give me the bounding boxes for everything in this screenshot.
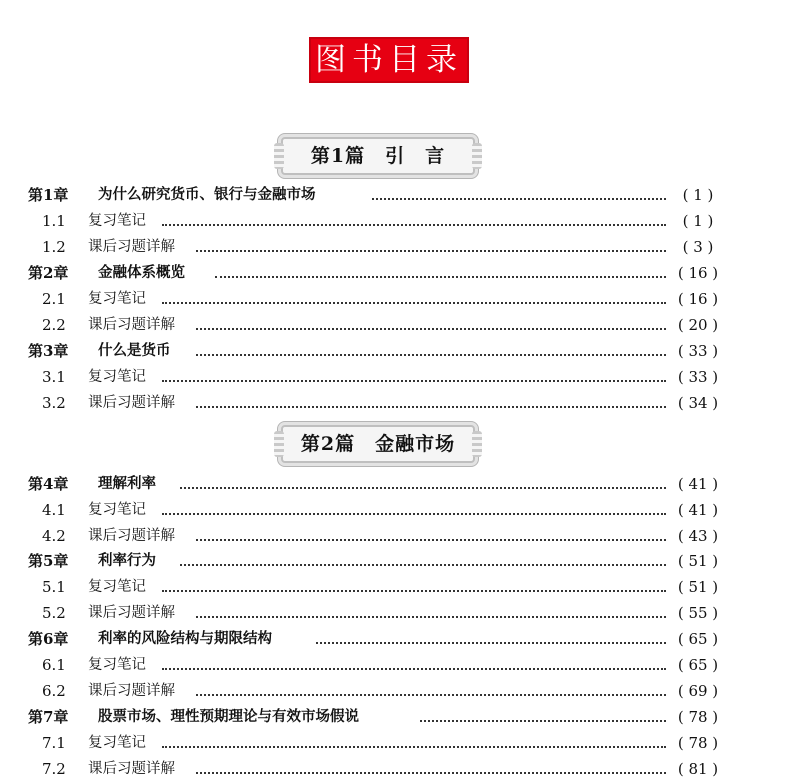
toc-section-5-1[interactable]	[0, 574, 790, 600]
toc-chapter-6[interactable]	[0, 626, 790, 652]
page-number: ( 41 )	[677, 475, 719, 493]
section-title: 复习笔记	[88, 657, 146, 673]
page-number: ( 69 )	[677, 682, 719, 700]
page-number: ( 43 )	[677, 527, 719, 545]
dot-leader	[316, 642, 666, 644]
page-number: ( 16 )	[677, 290, 719, 308]
page-number: ( 34 )	[677, 394, 719, 412]
toc-section-1-1[interactable]	[0, 208, 790, 234]
toc-chapter-7[interactable]	[0, 704, 790, 730]
dot-leader	[180, 487, 666, 489]
page-number: ( 81 )	[677, 760, 719, 778]
dot-leader	[196, 694, 666, 696]
section-number: 4.2	[42, 527, 66, 545]
page-number: ( 41 )	[677, 501, 719, 519]
dot-leader	[196, 772, 666, 774]
toc-chapter-4[interactable]	[0, 471, 790, 497]
section-number: 1.1	[42, 212, 66, 230]
page-number: ( 51 )	[677, 552, 719, 570]
page-number: ( 1 )	[682, 212, 714, 230]
toc-section-2-2[interactable]	[0, 312, 790, 338]
page-number: ( 1 )	[682, 186, 714, 204]
section-number: 5.1	[42, 578, 66, 596]
dot-leader	[162, 302, 666, 304]
section-title: 课后习题详解	[88, 761, 175, 777]
page-number: ( 3 )	[682, 238, 714, 256]
dot-leader	[196, 616, 666, 618]
toc-section-2-1[interactable]	[0, 286, 790, 312]
toc-chapter-2[interactable]	[0, 260, 790, 286]
chapter-title: 利率的风险结构与期限结构	[98, 631, 272, 647]
section-title: 复习笔记	[88, 213, 146, 229]
page-number: ( 20 )	[677, 316, 719, 334]
section-title: 复习笔记	[88, 369, 146, 385]
dot-leader	[162, 380, 666, 382]
toc-section-7-1[interactable]	[0, 730, 790, 756]
part-1-heading: 第1篇 引 言	[281, 137, 475, 175]
chapter-title: 理解利率	[98, 476, 156, 492]
toc-title-banner: 图书目录	[309, 37, 469, 83]
page-number: ( 78 )	[677, 734, 719, 752]
chapter-title: 股票市场、理性预期理论与有效市场假说	[98, 709, 359, 725]
page-number: ( 16 )	[677, 264, 719, 282]
chapter-number: 第7章	[28, 708, 69, 726]
section-title: 课后习题详解	[88, 317, 175, 333]
section-number: 2.1	[42, 290, 66, 308]
section-number: 5.2	[42, 604, 66, 622]
chapter-number: 第2章	[28, 264, 69, 282]
toc-section-7-2[interactable]	[0, 756, 790, 782]
part-2-heading: 第2篇 金融市场	[281, 425, 475, 463]
section-title: 复习笔记	[88, 291, 146, 307]
dot-leader	[180, 564, 666, 566]
toc-chapter-1[interactable]	[0, 182, 790, 208]
page-number: ( 55 )	[677, 604, 719, 622]
dot-leader	[196, 328, 666, 330]
toc-section-6-1[interactable]	[0, 652, 790, 678]
toc-section-4-1[interactable]	[0, 497, 790, 523]
section-number: 3.1	[42, 368, 66, 386]
section-number: 1.2	[42, 238, 66, 256]
toc-section-4-2[interactable]	[0, 523, 790, 549]
page-number: ( 51 )	[677, 578, 719, 596]
toc-section-1-2[interactable]	[0, 234, 790, 260]
section-number: 3.2	[42, 394, 66, 412]
page-number: ( 33 )	[677, 368, 719, 386]
dot-leader	[196, 354, 666, 356]
section-number: 7.2	[42, 760, 66, 778]
chapter-title: 什么是货币	[98, 343, 171, 359]
section-number: 2.2	[42, 316, 66, 334]
section-number: 4.1	[42, 501, 66, 519]
dot-leader	[162, 513, 666, 515]
dot-leader	[420, 720, 666, 722]
dot-leader	[372, 198, 666, 200]
section-title: 课后习题详解	[88, 528, 175, 544]
page-number: ( 65 )	[677, 630, 719, 648]
dot-leader	[196, 539, 666, 541]
chapter-number: 第5章	[28, 552, 69, 570]
dot-leader	[162, 590, 666, 592]
section-title: 课后习题详解	[88, 605, 175, 621]
page-number: ( 78 )	[677, 708, 719, 726]
toc-section-6-2[interactable]	[0, 678, 790, 704]
section-title: 复习笔记	[88, 502, 146, 518]
section-number: 7.1	[42, 734, 66, 752]
dot-leader	[162, 746, 666, 748]
section-title: 课后习题详解	[88, 395, 175, 411]
section-title: 课后习题详解	[88, 683, 175, 699]
toc-chapter-3[interactable]	[0, 338, 790, 364]
page-number: ( 33 )	[677, 342, 719, 360]
toc-section-3-2[interactable]	[0, 390, 790, 416]
section-number: 6.1	[42, 656, 66, 674]
chapter-number: 第1章	[28, 186, 69, 204]
chapter-number: 第3章	[28, 342, 69, 360]
section-title: 课后习题详解	[88, 239, 175, 255]
toc-section-3-1[interactable]	[0, 364, 790, 390]
toc-section-5-2[interactable]	[0, 600, 790, 626]
section-title: 复习笔记	[88, 579, 146, 595]
dot-leader	[196, 406, 666, 408]
chapter-title: 金融体系概览	[98, 265, 185, 281]
dot-leader	[196, 250, 666, 252]
chapter-title: 利率行为	[98, 553, 156, 569]
section-number: 6.2	[42, 682, 66, 700]
dot-leader	[162, 224, 666, 226]
section-title: 复习笔记	[88, 735, 146, 751]
dot-leader	[215, 276, 666, 278]
chapter-title: 为什么研究货币、银行与金融市场	[98, 187, 316, 203]
chapter-number: 第6章	[28, 630, 69, 648]
dot-leader	[162, 668, 666, 670]
toc-chapter-5[interactable]	[0, 548, 790, 574]
page-number: ( 65 )	[677, 656, 719, 674]
chapter-number: 第4章	[28, 475, 69, 493]
